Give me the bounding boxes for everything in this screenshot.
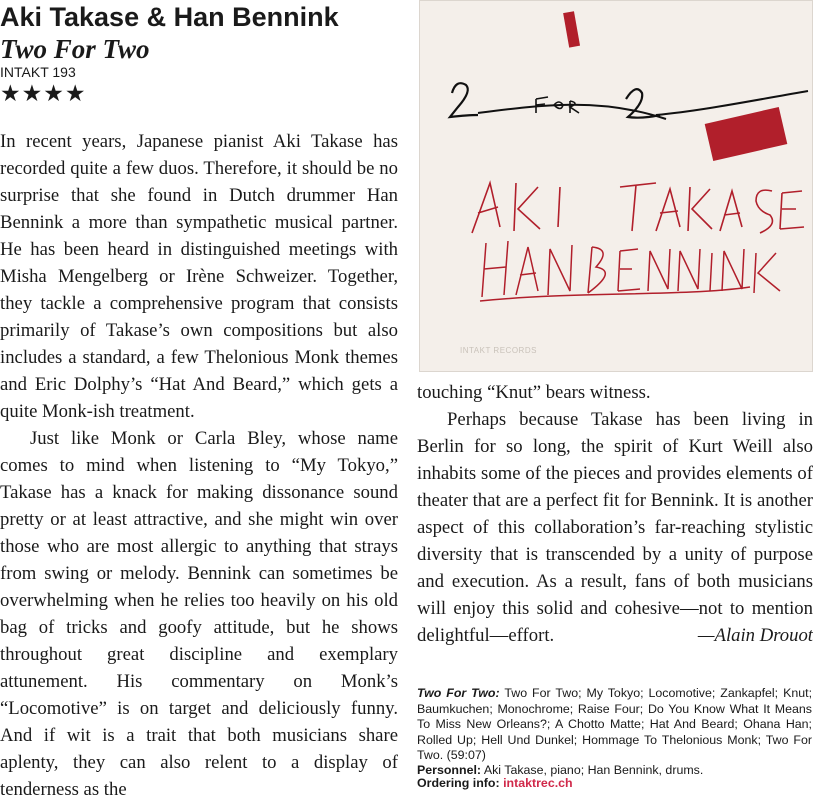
star-rating: ★★★★ xyxy=(0,81,87,107)
personnel-text: Aki Takase, piano; Han Bennink, drums. xyxy=(483,763,704,777)
paragraph-4-text: Perhaps because Takase has been living in Berlin for so long, the spirit of Kurt Weill also inhabits some of the pieces and provides elements of theater that are a perfect fit for Bennink. It is another aspect of this collaboration’s far-reaching stylistic diversity that is transcended by a unity of purpose and execution. As a result, fans of both musicians will enjoy this solid and cohesive—not to mention delightful—effort. xyxy=(417,409,813,646)
paragraph-3: touching “Knut” bears witness. xyxy=(417,382,651,403)
personnel-label: Personnel: xyxy=(417,763,482,777)
ordering-link[interactable]: intaktrec.ch xyxy=(503,776,573,790)
red-bar-top xyxy=(563,11,580,47)
ordering-label: Ordering info: xyxy=(417,776,500,790)
ink-numeral-2-left xyxy=(450,83,478,117)
album-cover-art xyxy=(420,1,813,372)
record-label-mark: INTAKT RECORDS xyxy=(460,346,537,355)
review-body-column-2 xyxy=(417,379,813,649)
red-bar-right xyxy=(705,107,788,161)
paragraph-1: In recent years, Japanese pianist Aki Takase has recorded quite a few duos. Therefore, it should be no surprise that she found in Dutch drummer Han Bennink a more than sympathetic musical partner. He has been heard in distinguished meetings with Misha Mengelberg or Irène Schweizer. Together, they tackle a comprehensive program that consists primarily of Takase’s own compositions but also includes a standard, a few Thelonious Monk themes and Eric Dolphy’s “Hat And Beard,” which gets a quite Monk-ish treatment. xyxy=(0,131,398,422)
reviewer-signature: —Alain Drouot xyxy=(697,625,813,646)
tracklist-text: Two For Two; My Tokyo; Locomotive; Zankapfel; Knut; Baumkuchen; Monochrome; Raise Four; Do You Know What It Means To Miss New Orleans?; A Chotto Matte; Hat And Beard; Ohana Han; Rolled Up; Hell Und Dunkel; Hommage To Thelonious Monk; Two For Two. (59:07) xyxy=(417,686,813,762)
paragraph-2: Just like Monk or Carla Bley, whose name comes to mind when listening to “My Tokyo,” Takase has a knack for making dissonance sound pretty or at least attractive, and she might win over those who are most allergic to anything that strays from swing or melody. Bennink can sometimes be overwhelming when he relies too heavily on his old bag of tricks and goofy attitude, but he shows throughout great discipline and exemplary attunement. His commentary on Monk’s “Locomotive” is on target and deliciously funny. And if wit is a trait that both musicians share aplenty, they can also relent to a display of tenderness as the xyxy=(0,428,398,800)
tracklist xyxy=(417,686,812,764)
red-handwriting-aki-takase xyxy=(472,183,804,233)
album-cover xyxy=(419,0,813,372)
red-handwriting-han-bennink xyxy=(480,241,780,301)
tracklist-label: Two For Two: xyxy=(417,686,500,700)
personnel-line xyxy=(417,763,812,777)
ink-long-stroke xyxy=(656,91,808,115)
artist-heading: Aki Takase & Han Bennink xyxy=(0,2,339,32)
catalog-number: INTAKT 193 xyxy=(0,64,76,80)
review-body-column-1 xyxy=(0,128,398,803)
paragraph-4 xyxy=(417,406,813,649)
ordering-line xyxy=(417,776,812,790)
album-title: Two For Two xyxy=(0,34,150,64)
